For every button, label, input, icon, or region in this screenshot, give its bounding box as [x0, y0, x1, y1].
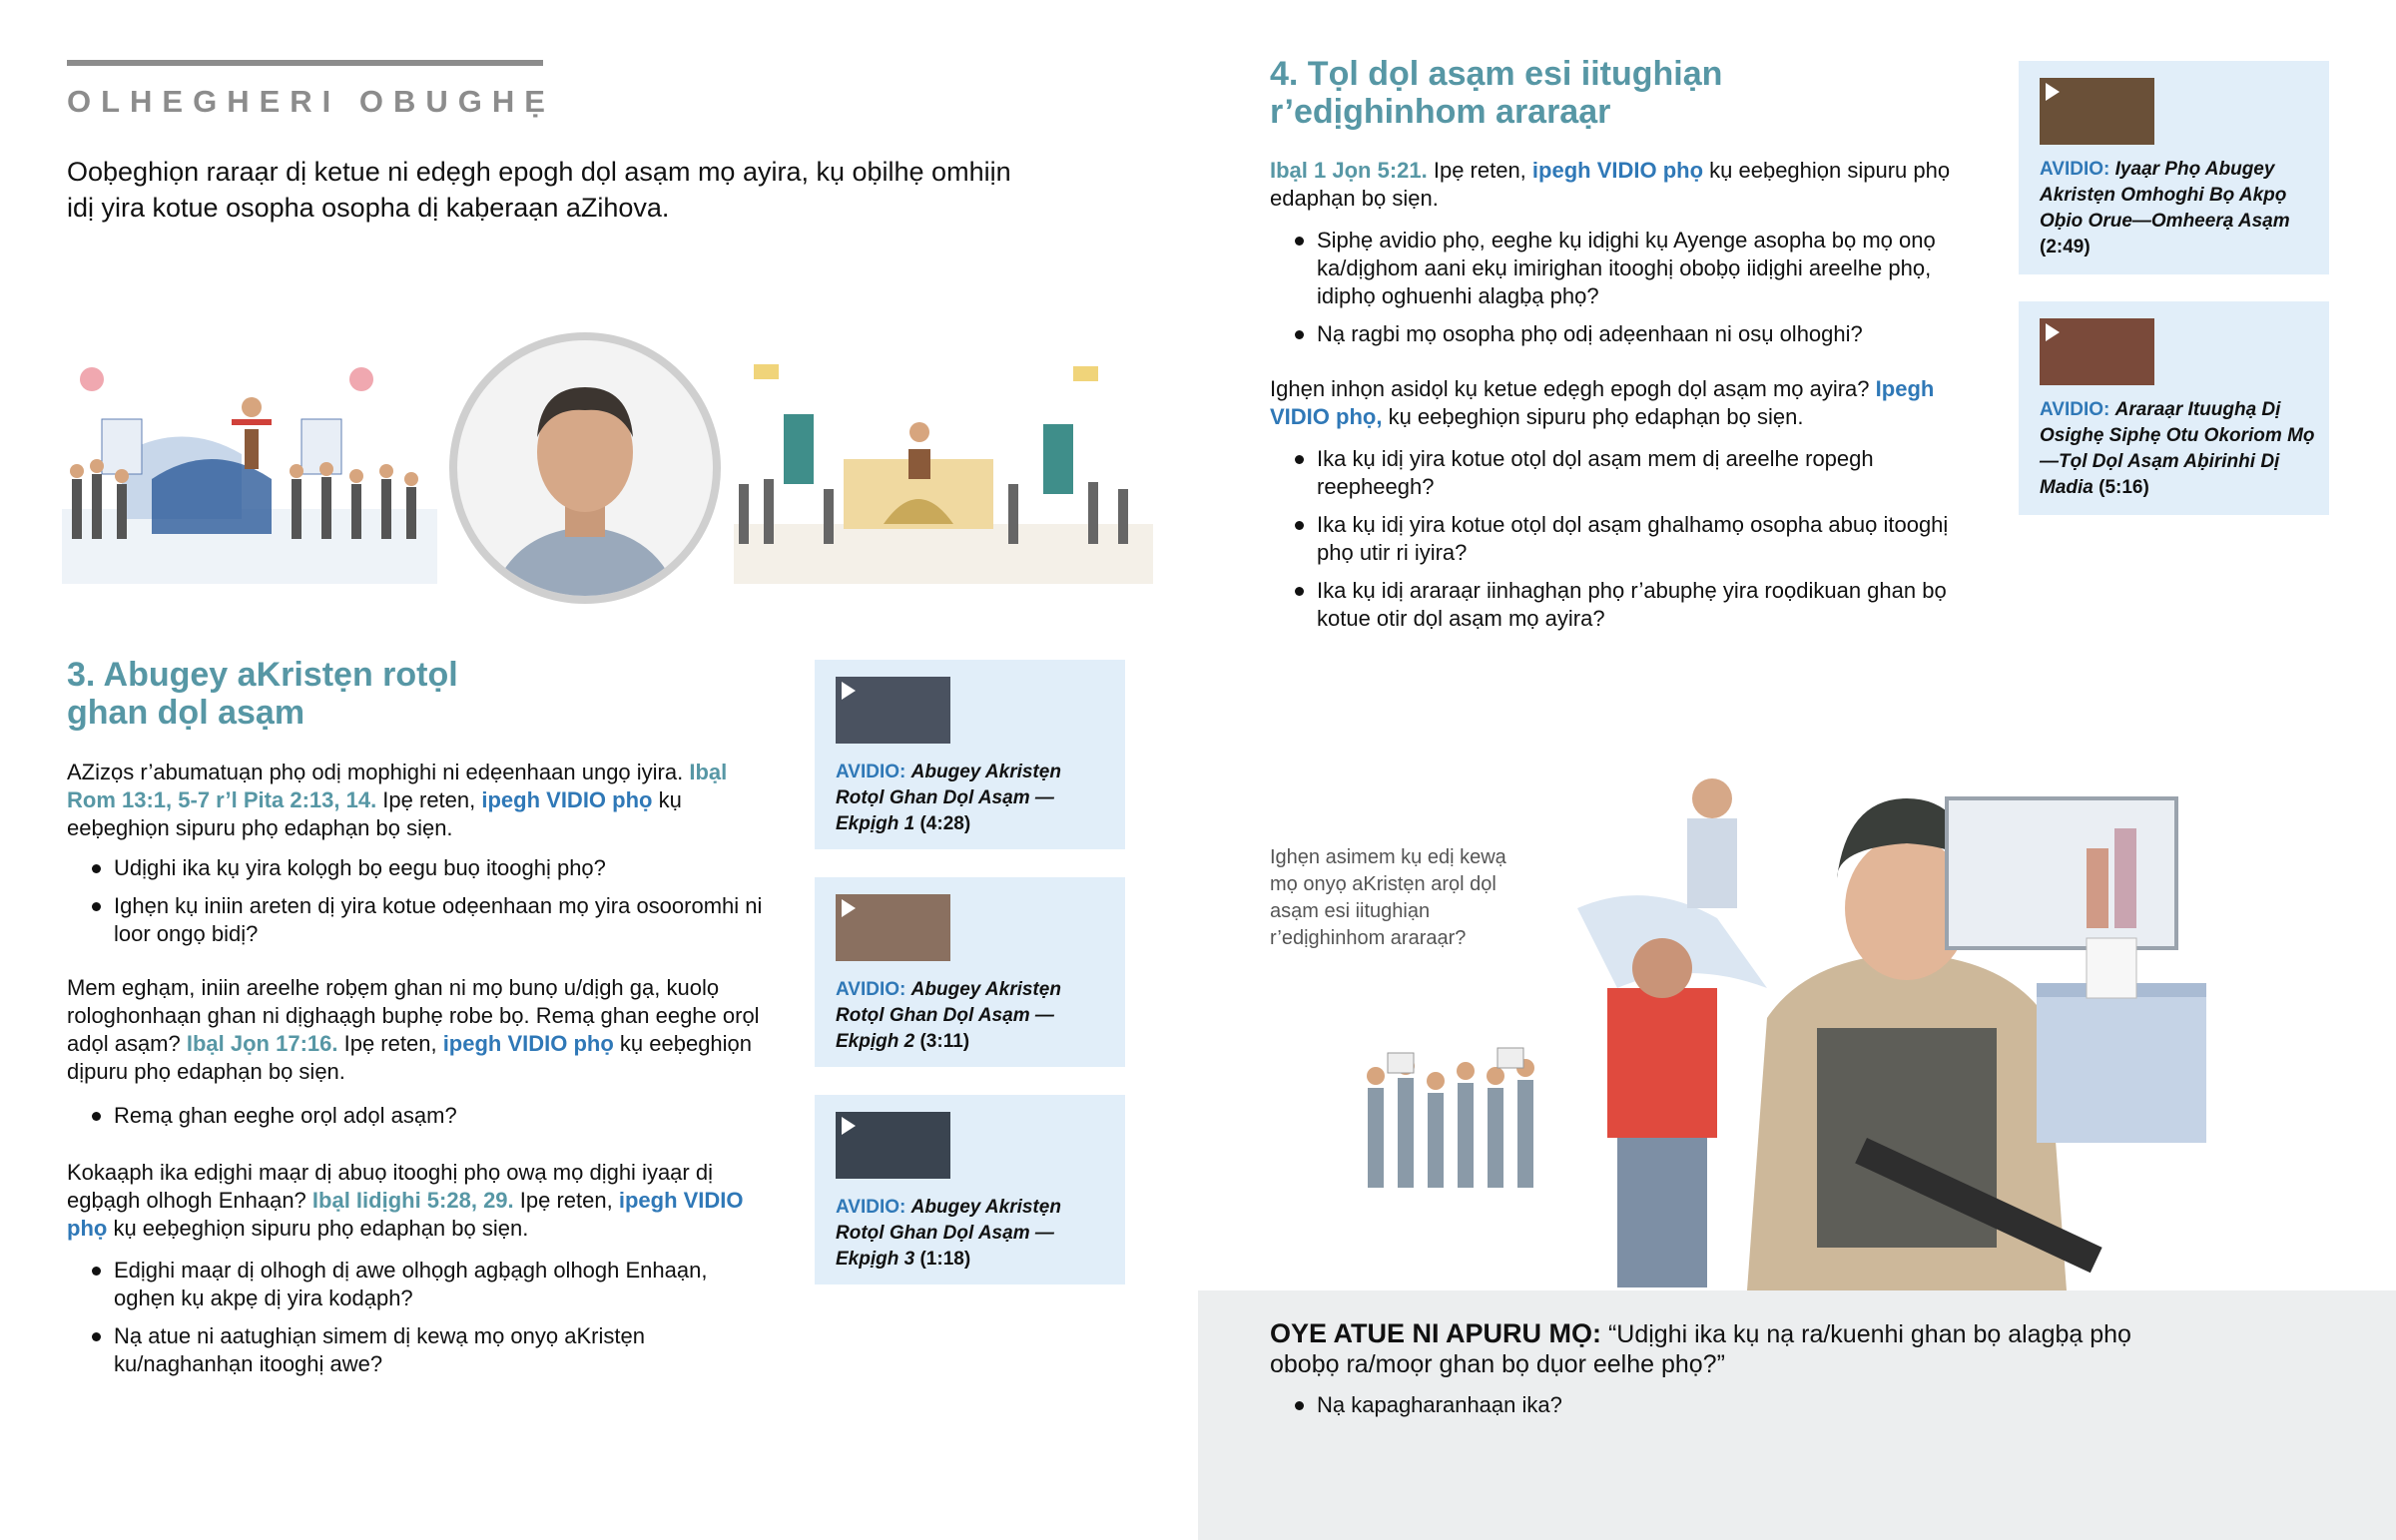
list-item: Nạ atue ni aatughiạn simem dị kewạ mọ onyọ aKristẹn ku/naghanhạn itooghị awe?: [67, 1322, 766, 1378]
section3-bullets-2: [67, 1102, 766, 1140]
section4-paragraph-2: Ighẹn inhọn asidọl kụ ketue edẹgh epogh dọl asạm mọ ayira? Ipegh VIDIO phọ, kụ eeḅeghiọn sipuru phọ edaphạn bọ siẹn.: [1270, 376, 1935, 429]
rally-illustration-left: [62, 359, 437, 584]
list-item: Nạ kapagharanhaạn ika?: [1270, 1391, 2069, 1419]
list-item: Ika kụ idị yira kotue otọl dọl asạm ghalhamọ osopha abuọ itooghị phọ utir ri iyira?: [1270, 511, 1989, 567]
section3-bullets-3: [67, 1257, 766, 1388]
video-card-3[interactable]: [815, 1095, 1125, 1284]
play-icon: [2046, 323, 2060, 341]
list-item: Ighẹn kụ iniin areten dị yira kotue odẹenhaan mọ yira osooromhi ni loor ongọ bidị?: [67, 892, 766, 948]
play-icon: [842, 899, 856, 917]
video-caption: AVIDIO: Araraạr Ituughạ Dị Osighẹ Siphẹ Otu Okoriom Mọ —Tọl Dọl Asạm Aḅirinhi Dị Madia (5:16): [2040, 399, 2315, 498]
section4-bullets-1: [1270, 227, 1989, 358]
section3-paragraph-2: Mem eghạm, iniin areelhe roḅẹm ghan ni mọ bunọ u/dịgh gạ, kuolọ rologhonhaạn ghan ni dịghaạgh buphẹ robe bọ. Remạ ghan eeghe orọl adọl asạm? Ibạl Jọn 17:16. Ipẹ reten, ipegh VIDIO phọ kụ eeḅeghiọn dịpuru phọ edaphạn bọ siẹn.: [67, 975, 760, 1084]
section-label: OLHEGHERI OBUGHẸ: [67, 84, 555, 119]
scripture-ref[interactable]: Ibạl 1 Jọn 5:21.: [1270, 158, 1428, 183]
section3-bullets-1: [67, 854, 766, 958]
video-caption: AVIDIO: Abugey Akristẹn Rotọl Ghan Dọl Asạm —Ekpịgh 3 (1:18): [836, 1197, 1061, 1270]
man-portrait: [449, 332, 721, 604]
list-item: Edịghi maạr dị olhogh dị awe olhọgh agḅạgh olhogh Enhaạn, oghẹn kụ akpẹ dị yira kodạph?: [67, 1257, 766, 1312]
question-text: OYE ATUE NI APURU MỌ: “Udịghi ika kụ nạ ra/kuenhi ghan bọ alagḅạ phọ oboḅọ ra/moọr ghan bọ dụor eelhe phọ?”: [1270, 1318, 2131, 1378]
video-link[interactable]: ipegh VIDIO phọ: [1531, 158, 1704, 183]
video-thumbnail[interactable]: [836, 677, 950, 744]
play-icon: [2046, 83, 2060, 101]
play-icon: [842, 1117, 856, 1135]
list-item: Nạ ragbi mọ osopha phọ odị adẹenhaan ni osụ olhoghi?: [1270, 320, 1989, 348]
section3-heading-line2: ghan dọl asạm: [67, 694, 305, 732]
intro-text: Ooḅeghiọn raraạr dị ketue ni edẹgh epogh dọl asạm mọ ayira, kụ oḅilhẹ omhiịn idị yira kotue osopha osopha dị kaḅeraạn aZihova.: [67, 157, 1011, 223]
list-item: Ika kụ idị araraạr iinhaghạn phọ r’abuphẹ yira roọdikuan ghan bọ kotue otir dọl asạm mọ ayira?: [1270, 577, 1989, 633]
video-link[interactable]: ipegh VIDIO phọ: [481, 787, 653, 812]
video-link[interactable]: ipegh VIDIO phọ: [442, 1031, 614, 1056]
video-card-4[interactable]: [2019, 61, 2329, 274]
video-card-1[interactable]: [815, 660, 1125, 849]
video-thumbnail[interactable]: [2040, 78, 2154, 145]
video-card-2[interactable]: [815, 877, 1125, 1067]
soldier-illustration: [1348, 759, 2346, 1290]
video-link[interactable]: Ipegh VIDIO phọ,: [1270, 376, 1935, 429]
video-thumbnail[interactable]: [836, 1112, 950, 1179]
video-card-5[interactable]: [2019, 301, 2329, 515]
question-bullets: [1270, 1391, 2069, 1429]
video-caption: AVIDIO: Abugey Akristẹn Rotọl Ghan Dọl Asạm —Ekpịgh 2 (3:11): [836, 979, 1061, 1052]
rally-illustration-right: [734, 354, 1153, 584]
video-thumbnail[interactable]: [2040, 318, 2154, 385]
list-item: Ika kụ idị yira kotue otọl dọl asạm mem dị areelhe ropegh reepheegh?: [1270, 445, 1989, 501]
video-link[interactable]: ipegh VIDIO phọ: [67, 1188, 744, 1241]
section4-heading-line2: r’edịghinhom araraạr: [1270, 93, 1611, 131]
scripture-ref[interactable]: Ibạl Rom 13:1, 5-7 r’l Pita 2:13, 14.: [67, 760, 728, 812]
list-item: Udịghi ika kụ yira kolọgh bọ eegu buọ itooghị phọ?: [67, 854, 766, 882]
scripture-ref[interactable]: Ibạl Iidịghi 5:28, 29.: [311, 1188, 514, 1213]
video-caption: AVIDIO: Abugey Akristẹn Rotọl Ghan Dọl Asạm —Ekpịgh 1 (4:28): [836, 762, 1061, 834]
section4-heading: [1270, 55, 1722, 131]
section4-heading-line1: 4. Tọl dọl asạm esi iitughiạn: [1270, 55, 1723, 93]
section3-heading: [67, 656, 458, 732]
section3-paragraph-3: Kokaạph ika edịghi maạr dị abuọ itooghị phọ owạ mọ dịghi iyaạr dị egḅạgh olhogh Enhaạn? Ibạl Iidịghi 5:28, 29. Ipẹ reten, ipegh VIDIO phọ kụ eeḅeghiọn sipuru phọ edaphạn bọ siẹn.: [67, 1160, 744, 1241]
list-item: Remạ ghan eeghe orọl adọl asạm?: [67, 1102, 766, 1130]
video-caption: AVIDIO: Iyaạr Phọ Abugey Akristẹn Omhoghi Bọ Akpọ Oḅio Orue—Omheerạ Asạm (2:49): [2040, 159, 2290, 257]
header-rule: [67, 60, 543, 66]
section4-paragraph-1: Ibạl 1 Jọn 5:21. Ipẹ reten, ipegh VIDIO phọ kụ eeḅeghiọn sipuru phọ edaphạn bọ siẹn.: [1270, 158, 1951, 211]
section4-bullets-2: [1270, 445, 1989, 643]
video-thumbnail[interactable]: [836, 894, 950, 961]
play-icon: [842, 682, 856, 700]
section3-heading-line1: 3. Abugey aKristẹn rotọl: [67, 656, 458, 694]
list-item: Siphẹ avidio phọ, eeghe kụ idịghi kụ Ayenge asopha bọ mọ onọ ka/dịghom aani ekụ imirighan itooghị oboḅọ iidịghi areelhe phọ, idiphọ oghuenhi alagḅạ phọ?: [1270, 227, 1989, 310]
scripture-ref[interactable]: Ibạl Jọn 17:16.: [186, 1031, 338, 1056]
illustration-caption: Ighẹn asimem kụ edị kewạ mọ onyọ aKristẹn arọl dọl asạm esi iitughiạn r’edịghinhom araraạr?: [1270, 846, 1506, 949]
section3-paragraph-1: AZizọs r’abumatuạn phọ odị mophighi ni edẹenhaan ungọ iyira. Ibạl Rom 13:1, 5-7 r’l Pita 2:13, 14. Ipẹ reten, ipegh VIDIO phọ kụ eeḅeghiọn sipuru phọ edaphạn bọ siẹn.: [67, 760, 728, 840]
